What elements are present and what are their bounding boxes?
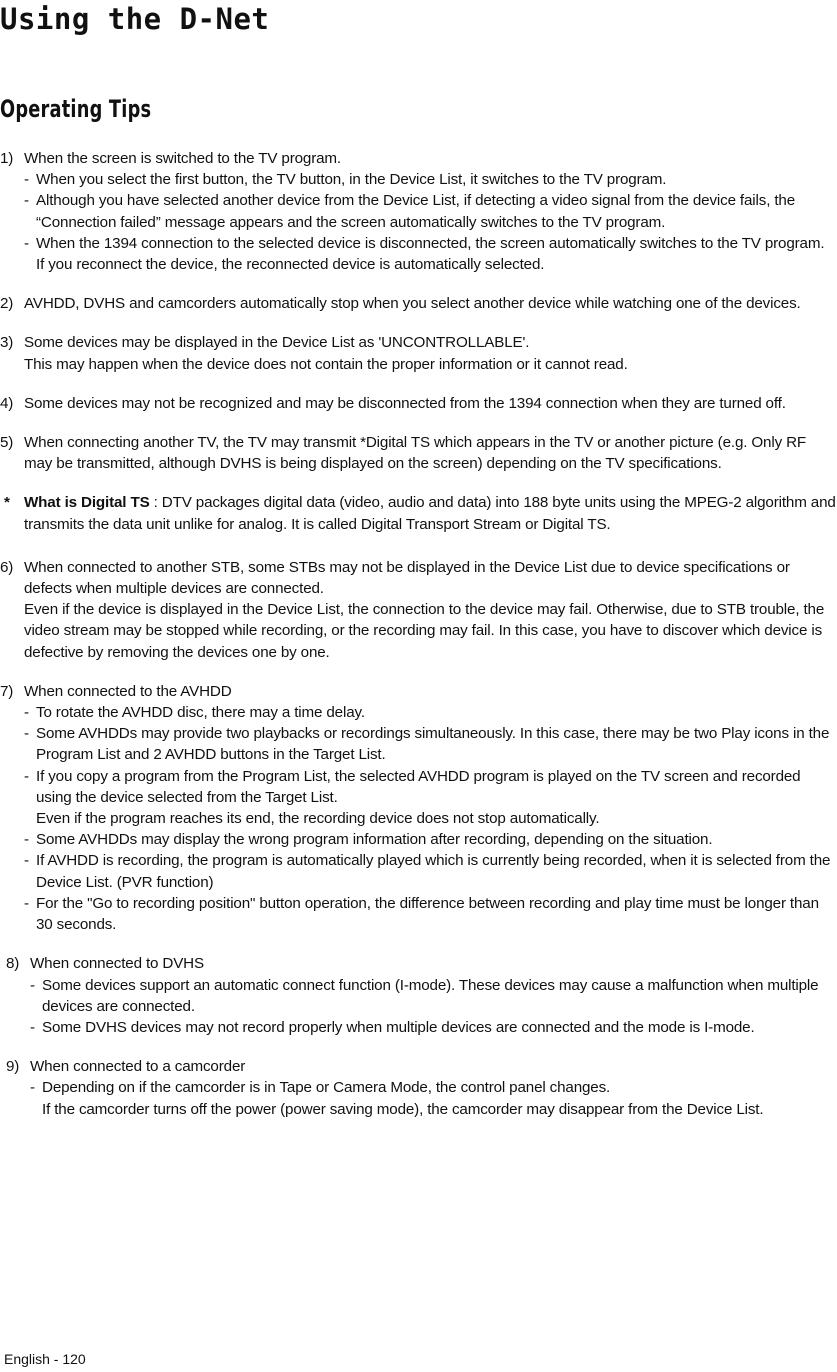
tip-sub-continuation: Even if the program reaches its end, the recording device does not stop automatically. xyxy=(36,810,600,828)
tip-number: 3) xyxy=(0,334,14,352)
note-label: What is Digital TS xyxy=(24,494,150,512)
tip-sub-item: - To rotate the AVHDD disc, there may a time delay. xyxy=(24,704,365,722)
tip-8 xyxy=(0,953,836,1038)
tip-9 xyxy=(0,1056,836,1120)
tip-number: 4) xyxy=(0,394,14,412)
tip-3 xyxy=(0,332,836,374)
tip-sub-item: - Some devices support an automatic connect function (I-mode). These devices may cause a malfunction when multiple devices are connected. xyxy=(30,976,819,1015)
page-number: English - 120 xyxy=(4,1351,86,1367)
tip-text: When connected to the AVHDD xyxy=(24,682,232,700)
tip-sub-item: - Depending on if the camcorder is in Tape or Camera Mode, the control panel changes. xyxy=(30,1079,611,1097)
tip-sub-item: - Some AVHDDs may display the wrong program information after recording, depending on the situation. xyxy=(24,831,713,849)
tip-number: 1) xyxy=(0,150,14,167)
tip-number: 8) xyxy=(6,955,20,973)
tip-extra: Even if the device is displayed in the Device List, the connection to the device may fail. Otherwise, due to STB trouble, the video stream may be stopped while recording, or the recording may fail. In this case, you have to discover which device is defective by removing the devices one by one. xyxy=(24,601,825,661)
tip-2 xyxy=(0,293,836,314)
tip-sub-item: - Some DVHS devices may not record properly when multiple devices are connected and the mode is I-mode. xyxy=(30,1018,755,1036)
digital-ts-note xyxy=(0,492,836,534)
tip-7 xyxy=(0,681,836,935)
tip-4 xyxy=(0,393,836,414)
page-title: Using the D-Net xyxy=(0,2,270,36)
tip-sub-continuation: If the camcorder turns off the power (power saving mode), the camcorder may disappear from the Device List. xyxy=(42,1100,764,1118)
tip-sub-item: - When the 1394 connection to the selected device is disconnected, the screen automatically switches to the TV program. If you reconnect the device, the reconnected device is automatically selected. xyxy=(24,234,825,274)
tip-text: AVHDD, DVHS and camcorders automatically stop when you select another device while watching one of the devices. xyxy=(24,295,801,313)
tip-text: When connected to DVHS xyxy=(30,955,204,973)
tip-1 xyxy=(0,148,836,275)
tip-number: 2) xyxy=(0,295,14,313)
note-asterisk: * xyxy=(4,494,10,512)
tip-extra: This may happen when the device does not contain the proper information or it cannot read. xyxy=(24,355,628,373)
tip-text: When connected to a camcorder xyxy=(30,1058,246,1076)
tip-number: 6) xyxy=(0,558,14,576)
tip-number: 9) xyxy=(6,1058,20,1076)
tip-sub-item: - If AVHDD is recording, the program is automatically played which is currently being recorded, when it is selected from the Device List. (PVR function) xyxy=(24,852,831,891)
tip-6 xyxy=(0,557,836,663)
tip-text: Some devices may be displayed in the Device List as 'UNCONTROLLABLE'. xyxy=(24,334,530,352)
tip-text: When connecting another TV, the TV may transmit *Digital TS which appears in the TV or another picture (e.g. Only RF may be transmitted, although DVHS is being displayed on the screen) depending on the TV specifications. xyxy=(24,434,807,473)
tip-text: Some devices may not be recognized and may be disconnected from the 1394 connection when they are turned off. xyxy=(24,394,786,412)
note-text: : DTV packages digital data (video, audio and data) into 188 byte units using the MPEG-2 algorithm and transmits the data unit unlike for analog. It is called Digital Transport Stream or Digital TS. xyxy=(24,494,836,533)
tip-text: When connected to another STB, some STBs may not be displayed in the Device List due to device specifications or defects when multiple devices are connected. xyxy=(24,558,790,598)
tip-sub-item: - When you select the first button, the TV button, in the Device List, it switches to the TV program. xyxy=(24,171,667,189)
section-heading: Operating Tips xyxy=(0,95,152,123)
tip-number: 7) xyxy=(0,682,14,700)
tips-list xyxy=(0,148,836,1138)
tip-sub-item: - For the "Go to recording position" button operation, the difference between recording and play time must be longer than 30 seconds. xyxy=(24,894,819,934)
tip-sub-item: - If you copy a program from the Program List, the selected AVHDD program is played on the TV screen and recorded using the device selected from the Target List. xyxy=(24,767,801,806)
tip-number: 5) xyxy=(0,434,14,452)
tip-sub-item: - Some AVHDDs may provide two playbacks or recordings simultaneously. In this case, there may be two Play icons in the Program List and 2 AVHDD buttons in the Target List. xyxy=(24,725,830,764)
tip-5 xyxy=(0,432,836,474)
tip-sub-item: - Although you have selected another device from the Device List, if detecting a video signal from the device fails, the “Connection failed” message appears and the screen automatically switches to the TV program. xyxy=(24,192,795,231)
tip-text: When the screen is switched to the TV program. xyxy=(24,150,341,167)
